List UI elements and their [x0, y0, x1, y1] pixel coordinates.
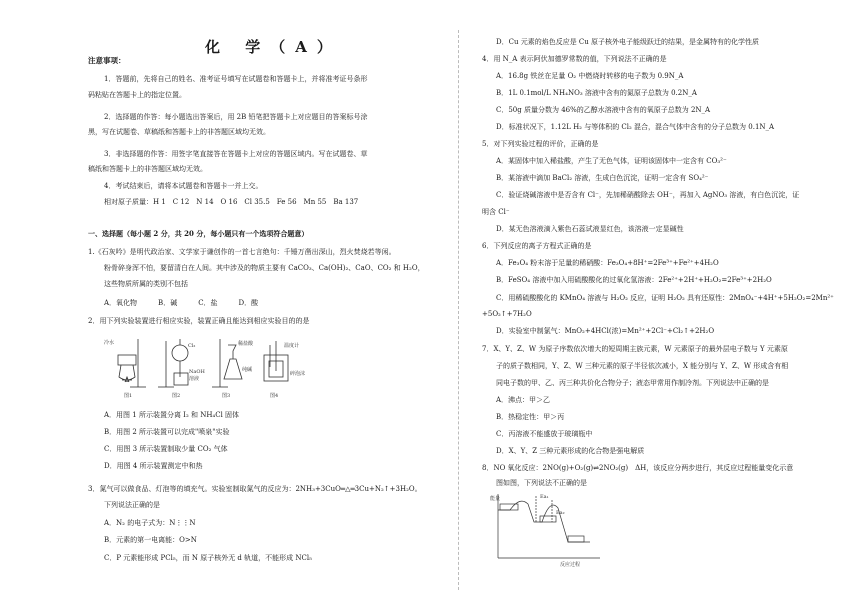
question-line: 3．氮气可以做食品、灯泡等的填充气。实验室制取氮气的反应为：2NH₃+3CuO═△═3Cu+N₂↑+3H₂O。	[88, 485, 422, 493]
graph-label: Ea₁	[540, 494, 549, 500]
question-options: A．16.8g 铁丝在足量 O₂ 中燃烧时转移的电子数为 0.9N_A	[496, 72, 684, 80]
notice-line: 3．非选择题的作答：用签字笔直接答在答题卡上对应的答题区域内。写在试题卷、草	[104, 150, 368, 158]
question-options: B．FeSO₄ 溶液中加入用硫酸酸化的过氧化氢溶液：2Fe²⁺+2H⁺+H₂O₂=2Fe³⁺+2H₂O	[496, 276, 772, 284]
question-options: +5O₂↑+7H₂O	[482, 310, 532, 318]
page-title: 化 学（A）	[205, 38, 342, 56]
question-options: B．1L 0.1mol/L NH₄NO₃ 溶液中含有的氮原子总数为 0.2N_A	[496, 89, 697, 97]
fig-label: NaOH	[189, 369, 205, 375]
question-options: A．Fe₃O₄ 粉末溶于足量的稀硝酸：Fe₃O₄+8H⁺=2Fe³⁺+Fe²⁺+4H₂O	[496, 259, 719, 267]
fig-label: 纯碱	[242, 367, 253, 373]
question-line: 图如图，下列说法不正确的是	[496, 479, 587, 487]
question-line: 8．NO 氧化反应：2NO(g)+O₂(g)⇌2NO₂(g) ΔH，该反应分两步进行，其反应过程能量变化示意	[482, 464, 794, 472]
question-line: 这些物质所属的类别不包括	[104, 280, 188, 288]
question-options: A．用图 1 所示装置分离 I₂ 和 NH₄Cl 固体	[104, 411, 240, 419]
question-options: B．元素的第一电离能：O>N	[104, 536, 197, 544]
column-divider	[458, 30, 459, 590]
question-line: 下列说法正确的是	[104, 501, 160, 509]
question-options: A．氧化物 B．碱 C．盐 D．酸	[104, 299, 259, 307]
question-line: 粉骨碎身浑不怕，要留清白在人间。其中涉及的物质主要有 CaCO₃、Ca(OH)₂、CaO、CO₂ 和 H₂O，	[104, 264, 425, 272]
fig-label: 稀盐酸	[238, 341, 254, 347]
energy-diagram	[490, 492, 605, 568]
atomic-masses: 相对原子质量：H 1 C 12 N 14 O 16 Cl 35.5 Fe 56 Mn 55 Ba 137	[104, 198, 359, 206]
fig-label: Cl₂	[188, 343, 196, 349]
question-line: 7．X、Y、Z、W 为原子序数依次增大的短周期主族元素，W 元素原子的最外层电子数与 Y 元素原	[482, 345, 788, 353]
notice-line: 黑，写在试题卷、草稿纸和答题卡上的非答题区域均无效。	[88, 128, 270, 136]
fig-label: 图1	[124, 393, 133, 399]
question-options: A．某固体中加入稀盐酸，产生了无色气体，证明该固体中一定含有 CO₃²⁻	[496, 157, 727, 165]
question-options: A．N₂ 的电子式为：N⋮⋮N	[104, 519, 196, 527]
question-options: D．X、Y、Z 三种元素形成的化合物是强电解质	[496, 447, 645, 455]
section-heading: 一、选择题（每小题 2 分，共 20 分，每小题只有一个选项符合题意）	[88, 229, 309, 238]
question-options: D．Cu 元素的焰色反应是 Cu 原子核外电子能级跃迁的结果，是金属特有的化学性质	[496, 38, 760, 46]
notice-line: 4．考试结束后，请将本试题卷和答题卡一并上交。	[104, 182, 263, 190]
question-options: C．验证烧碱溶液中是否含有 Cl⁻，先加稀硝酸除去 OH⁻，再加入 AgNO₃ 溶液，有白色沉淀，证	[496, 191, 800, 199]
question-options: B．热稳定性：甲＞丙	[496, 413, 565, 421]
question-line: 4．用 N_A 表示阿伏加德罗常数的值，下列说法不正确的是	[482, 55, 667, 63]
question-line: 1.《石灰吟》是明代政治家、文学家于谦创作的一首七言绝句：千锤万凿出深山，烈火焚烧若等闲。	[88, 248, 396, 256]
question-options: D．标准状况下，1.12L H₂ 与等体积的 Cl₂ 混合，混合气体中含有的分子总数为 0.1N_A	[496, 123, 775, 131]
notice-heading: 注意事项：	[88, 56, 126, 65]
graph-label: Ea₂	[556, 510, 565, 516]
question-options: B．某溶液中滴加 BaCl₂ 溶液，生成白色沉淀，证明一定含有 SO₄²⁻	[496, 174, 709, 182]
notice-line: 2．选择题的作答：每小题选出答案后，用 2B 铅笔把答题卡上对应题目的答案标号涂	[104, 113, 368, 121]
question-line: 2．用下列实验装置进行相应实验，装置正确且能达到相应实验目的的是	[88, 317, 310, 325]
question-options: D．实验室中制氯气：MnO₂+4HCl(浓)=Mn²⁺+2Cl⁻+Cl₂↑+2H₂O	[496, 327, 715, 335]
question-options: C．P 元素能形成 PCl₅，而 N 原子核外无 d 轨道，不能形成 NCl₅	[104, 554, 312, 562]
fig-label: 冷水	[104, 340, 115, 346]
question-options: D．某无色溶液滴入紫色石蕊试液显红色，该溶液一定显碱性	[496, 225, 684, 233]
question-options: C．用稀硫酸酸化的 KMnO₄ 溶液与 H₂O₂ 反应，证明 H₂O₂ 具有还原性：2MnO₄⁻+4H⁺+5H₂O₂=2Mn²⁺	[496, 294, 834, 302]
question-options: A．沸点：甲＞乙	[496, 396, 551, 404]
question-line: 6．下列反应的离子方程式正确的是	[482, 242, 592, 250]
question-line: 同电子数的甲、乙、丙三种共价化合物分子；液态甲常用作制冷剂。下列说法中正确的是	[496, 379, 769, 387]
notice-line: 码粘贴在答题卡上的指定位置。	[88, 91, 186, 99]
question-options: C．50g 质量分数为 46%的乙醇水溶液中含有的氧原子总数为 2N_A	[496, 106, 711, 114]
question-options: C．用图 3 所示装置制取少量 CO₂ 气体	[104, 445, 228, 453]
fig-label: 温度计	[284, 343, 300, 349]
question-line: 5．对下列实验过程的评价，正确的是	[482, 140, 599, 148]
question-options: D．用图 4 所示装置测定中和热	[104, 462, 203, 470]
graph-label: 反应过程	[560, 562, 581, 568]
question-options: B．用图 2 所示装置可以完成"喷泉"实验	[104, 428, 230, 436]
apparatus-figure	[104, 337, 314, 399]
notice-line: 1．答题前，先将自己的姓名、准考证号填写在试题卷和答题卡上，并将准考证号条形	[104, 75, 368, 83]
question-options: C．丙溶液不能盛放于玻璃瓶中	[496, 430, 593, 438]
question-options: 明含 Cl⁻	[482, 208, 510, 216]
question-line: 子的质子数相同，Y、Z、W 三种元素的原子半径依次减小，X 能分别与 Y、Z、W 形成含有相	[496, 362, 789, 370]
notice-line: 稿纸和答题卡上的非答题区域均无效。	[88, 165, 207, 173]
fig-label: 图2	[172, 393, 181, 399]
fig-label: 图4	[270, 393, 279, 399]
graph-label: 能量	[490, 496, 501, 502]
fig-label: 图3	[222, 393, 231, 399]
fig-label: 溶液	[189, 376, 200, 382]
fig-label: 碎泡沫	[290, 371, 306, 377]
